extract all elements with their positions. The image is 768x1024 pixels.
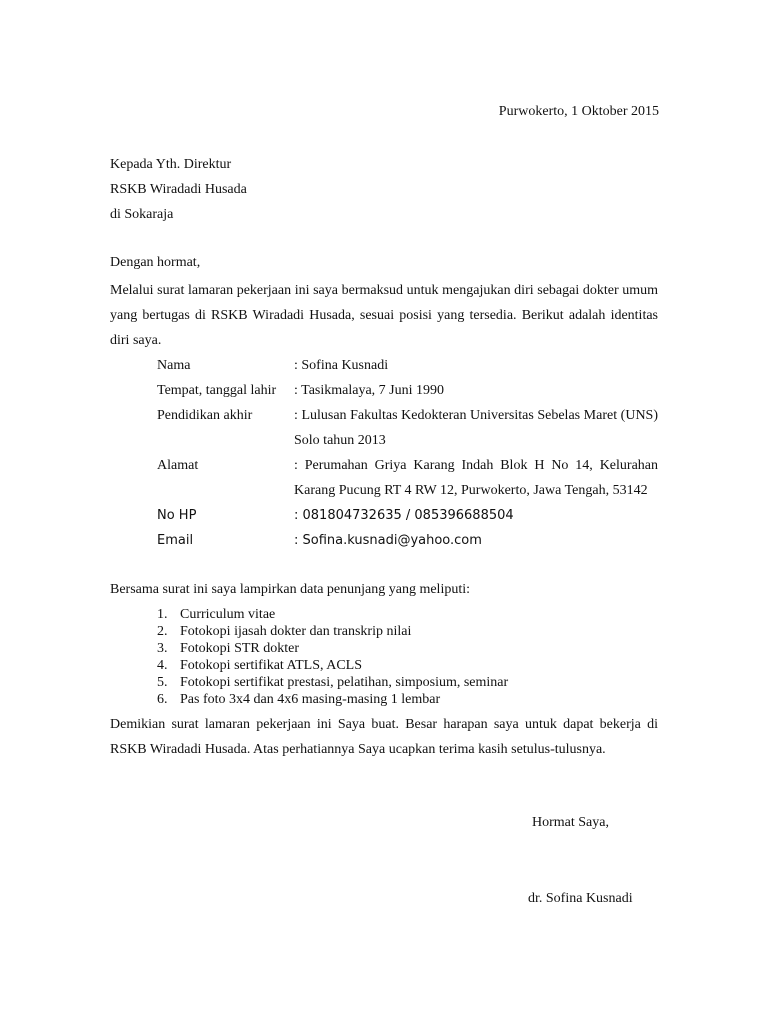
identity-value: : Lulusan Fakultas Kedokteran Universitas Sebelas Maret (UNS) Solo tahun 2013: [294, 408, 658, 448]
identity-label: No HP: [157, 508, 197, 523]
identity-row: [157, 453, 658, 503]
identity-value: : Tasikmalaya, 7 Juni 1990: [294, 383, 445, 398]
attachment-item: [157, 606, 508, 623]
attachment-number: 5.: [157, 675, 168, 690]
identity-label: Alamat: [157, 458, 199, 473]
recipient-line: RSKB Wiradadi Husada: [110, 182, 247, 197]
attachment-item: [157, 674, 508, 691]
signer-name: dr. Sofina Kusnadi: [528, 891, 633, 906]
intro-paragraph: Melalui surat lamaran pekerjaan ini saya bermaksud untuk mengajukan diri sebagai dokter umum yang bertugas di RSKB Wiradadi Husada, sesuai posisi yang tersedia. Berikut adalah identitas diri saya.: [110, 283, 658, 348]
attachment-number: 3.: [157, 641, 168, 656]
attachment-text: Pas foto 3x4 dan 4x6 masing-masing 1 lembar: [180, 692, 441, 707]
attachment-text: Fotokopi sertifikat prestasi, pelatihan, simposium, seminar: [180, 675, 509, 690]
attachment-item: [157, 657, 508, 674]
identity-value: : Perumahan Griya Karang Indah Blok H No 14, Kelurahan Karang Pucung RT 4 RW 12, Purwokerto, Jawa Tengah, 53142: [294, 458, 658, 498]
identity-value: : Sofina Kusnadi: [294, 358, 389, 373]
place-date: Purwokerto, 1 Oktober 2015: [498, 104, 659, 119]
recipient-block: [110, 152, 247, 227]
identity-row: [157, 528, 658, 553]
identity-label: Nama: [157, 358, 191, 373]
identity-label: Tempat, tanggal lahir: [157, 383, 277, 398]
identity-label: Email: [157, 533, 194, 548]
attachment-text: Fotokopi STR dokter: [180, 641, 300, 656]
attachment-number: 1.: [157, 607, 168, 622]
attachment-text: Curriculum vitae: [180, 607, 276, 622]
attachments-list: [157, 606, 508, 708]
identity-row: [157, 378, 658, 403]
identity-row: [157, 353, 658, 378]
recipient-line: Kepada Yth. Direktur: [110, 157, 232, 172]
attachment-item: [157, 691, 508, 708]
identity-value: : 081804732635 / 085396688504: [294, 508, 514, 523]
identity-row: [157, 403, 658, 453]
attachment-text: Fotokopi sertifikat ATLS, ACLS: [180, 658, 363, 673]
attachment-item: [157, 623, 508, 640]
identity-table: [157, 353, 658, 553]
attachments-intro: Bersama surat ini saya lampirkan data penunjang yang meliputi:: [110, 582, 471, 597]
attachment-number: 4.: [157, 658, 168, 673]
attachment-number: 2.: [157, 624, 168, 639]
greeting: Dengan hormat,: [110, 255, 201, 270]
closing-paragraph: Demikian surat lamaran pekerjaan ini Saya buat. Besar harapan saya untuk dapat bekerja di RSKB Wiradadi Husada. Atas perhatiannya Saya ucapkan terima kasih setulus-tulusnya.: [110, 717, 658, 757]
identity-value: : Sofina.kusnadi@yahoo.com: [294, 533, 482, 548]
recipient-line: di Sokaraja: [110, 207, 174, 222]
attachment-text: Fotokopi ijasah dokter dan transkrip nilai: [180, 624, 412, 639]
identity-row: [157, 503, 658, 528]
regards: Hormat Saya,: [532, 815, 609, 830]
attachment-number: 6.: [157, 692, 168, 707]
attachment-item: [157, 640, 508, 657]
identity-label: Pendidikan akhir: [157, 408, 253, 423]
